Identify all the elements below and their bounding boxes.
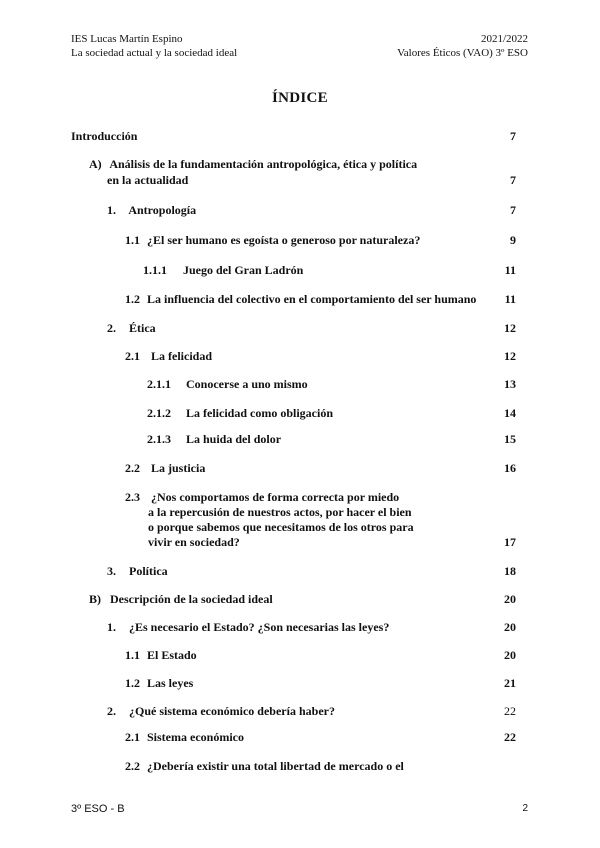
- toc-entry-b-1-1: [125, 648, 197, 663]
- toc-entry-text: Introducción: [71, 129, 138, 143]
- toc-entry-number: 2.1: [125, 349, 140, 363]
- toc-entry-text: Descripción de la sociedad ideal: [110, 592, 273, 606]
- toc-entry-number: 2.2: [125, 759, 140, 773]
- toc-entry-a: [89, 157, 417, 172]
- toc-entry-number: B): [89, 592, 101, 606]
- toc-page-number: 13: [504, 377, 516, 391]
- toc-entry-b-2-2: [125, 759, 404, 774]
- toc-entry-text-line2: en la actualidad: [107, 173, 189, 187]
- toc-entry-number: 2.: [107, 704, 116, 718]
- toc-page-number: 11: [504, 292, 516, 306]
- toc-entry-number: 1.1: [125, 233, 140, 247]
- toc-entry-text: Sistema económico: [147, 730, 244, 744]
- toc-entry-introduccion: [71, 129, 137, 144]
- toc-entry-b-2-1: [125, 730, 244, 745]
- toc-entry-text: La justicia: [151, 461, 206, 475]
- toc-entry-2-1: [125, 349, 212, 364]
- toc-entry-text-line2: a la repercusión de nuestros actos, por hacer el bien: [148, 505, 412, 519]
- toc-page-number: 9: [510, 233, 516, 247]
- toc-entry-text: Conocerse a uno mismo: [186, 377, 308, 391]
- toc-entry-text: Antropología: [128, 203, 197, 217]
- toc-page-number: 20: [504, 592, 516, 606]
- toc-entry-2-3-line2: [148, 505, 412, 520]
- toc-entry-1-1: [125, 233, 420, 248]
- toc-entry-b-1-2: [125, 676, 193, 691]
- page-title: ÍNDICE: [272, 90, 328, 106]
- toc-entry-etica: [107, 321, 156, 336]
- toc-page-number: 22: [504, 730, 516, 744]
- toc-entry-number: 1.: [107, 203, 116, 217]
- toc-page-number: 17: [504, 535, 516, 549]
- toc-entry-text: ¿El ser humano es egoísta o generoso por naturaleza?: [147, 233, 421, 247]
- toc-entry-number: 1.2: [125, 676, 140, 690]
- toc-entry-number: 2.3: [125, 490, 140, 504]
- toc-entry-antropologia: [107, 203, 196, 218]
- toc-entry-number: A): [89, 157, 102, 171]
- toc-entry-text: ¿Qué sistema económico debería haber?: [129, 704, 335, 718]
- toc-entry-text: ¿Es necesario el Estado? ¿Son necesarias las leyes?: [129, 620, 390, 634]
- footer-page-number: 2: [522, 803, 528, 814]
- toc-entry-2-3: [125, 490, 399, 505]
- toc-page-number: 21: [504, 676, 516, 690]
- toc-entry-2-1-3: [147, 432, 281, 447]
- toc-page-number: 20: [504, 648, 516, 662]
- toc-page-number: 14: [504, 406, 516, 420]
- toc-page-number: 11: [504, 263, 516, 277]
- toc-entry-b-1: [107, 620, 389, 635]
- toc-page-number: 22: [504, 704, 516, 718]
- footer-class-label: 3º ESO - B: [71, 803, 125, 815]
- toc-entry-text: Análisis de la fundamentación antropológica, ética y política: [109, 157, 418, 171]
- toc-entry-b: [89, 592, 273, 607]
- toc-entry-number: 1.1: [125, 648, 140, 662]
- toc-entry-text: La felicidad como obligación: [186, 406, 333, 420]
- toc-page-number: 7: [510, 129, 516, 143]
- toc-entry-text-line3: o porque sabemos que necesitamos de los otros para: [148, 520, 414, 534]
- toc-entry-2-3-line4: [148, 535, 240, 550]
- header-school: IES Lucas Martín Espino: [71, 33, 183, 45]
- toc-entry-number: 1.1.1: [143, 263, 167, 277]
- toc-entry-text: Política: [129, 564, 168, 578]
- toc-page-number: 12: [504, 321, 516, 335]
- toc-entry-text: Las leyes: [147, 676, 194, 690]
- toc-entry-politica: [107, 564, 168, 579]
- header-subject-title: La sociedad actual y la sociedad ideal: [71, 47, 238, 59]
- toc-entry-text-line4: vivir en sociedad?: [148, 535, 240, 549]
- toc-entry-number: 1.: [107, 620, 116, 634]
- toc-entry-2-3-line3: [148, 520, 414, 535]
- toc-entry-text: Juego del Gran Ladrón: [183, 263, 304, 277]
- toc-page-number: 20: [504, 620, 516, 634]
- toc-page-number: 7: [510, 173, 516, 187]
- toc-entry-a-continued: [107, 173, 188, 188]
- toc-entry-number: 2.1: [125, 730, 140, 744]
- header-year: 2021/2022: [480, 33, 528, 45]
- header-course: Valores Éticos (VAO) 3º ESO: [397, 47, 528, 59]
- toc-entry-text: La influencia del colectivo en el comportamiento del ser humano: [147, 292, 477, 306]
- toc-page-number: 12: [504, 349, 516, 363]
- toc-entry-2-2: [125, 461, 205, 476]
- toc-entry-number: 2.1.2: [147, 406, 171, 420]
- toc-page-number: 16: [504, 461, 516, 475]
- toc-page-number: 7: [510, 203, 516, 217]
- toc-entry-1-2: [125, 292, 476, 307]
- toc-entry-number: 2.1.3: [147, 432, 171, 446]
- toc-entry-2-1-1: [147, 377, 308, 392]
- toc-entry-text: El Estado: [147, 648, 197, 662]
- toc-entry-1-1-1: [143, 263, 303, 278]
- toc-entry-number: 3.: [107, 564, 116, 578]
- toc-entry-text: ¿Debería existir una total libertad de mercado o el: [147, 759, 404, 773]
- toc-entry-number: 1.2: [125, 292, 140, 306]
- toc-entry-b-2: [107, 704, 335, 719]
- toc-entry-text: ¿Nos comportamos de forma correcta por miedo: [151, 490, 400, 504]
- toc-entry-number: 2.: [107, 321, 116, 335]
- toc-page-number: 15: [504, 432, 516, 446]
- toc-page-number: 18: [504, 564, 516, 578]
- toc-entry-number: 2.2: [125, 461, 140, 475]
- toc-entry-text: Ética: [129, 321, 156, 335]
- toc-entry-number: 2.1.1: [147, 377, 171, 391]
- toc-entry-text: La huida del dolor: [186, 432, 282, 446]
- toc-entry-2-1-2: [147, 406, 333, 421]
- toc-entry-text: La felicidad: [151, 349, 213, 363]
